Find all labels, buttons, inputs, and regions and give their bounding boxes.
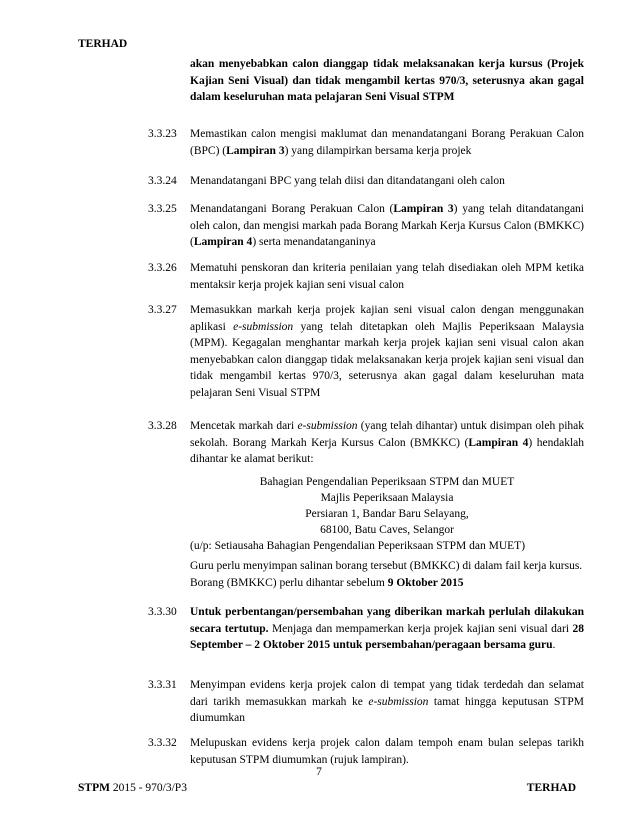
list-item bbox=[148, 677, 584, 727]
item-number: 3.3.23 bbox=[148, 128, 177, 140]
item-text: Menyimpan evidens kerja projek calon di tempat yang tidak terdedah dan selamat dari tarikh memasukkan markah ke e-submission tamat hingga keputusan STPM diumumkan bbox=[190, 679, 585, 724]
list-item bbox=[148, 126, 584, 159]
item-number: 3.3.24 bbox=[148, 175, 177, 187]
page-number: 7 bbox=[316, 766, 322, 778]
list-item bbox=[148, 418, 584, 468]
footer-left: STPM 2015 - 970/3/P3 bbox=[78, 782, 187, 794]
list-item bbox=[148, 735, 584, 768]
item-number: 3.3.26 bbox=[148, 262, 177, 274]
item-number: 3.3.30 bbox=[148, 606, 177, 618]
list-item bbox=[148, 260, 584, 293]
item-number: 3.3.28 bbox=[148, 420, 177, 432]
item-text: Menandatangani Borang Perakuan Calon (Lampiran 3) yang telah ditandatangani oleh calon, dan mengisi markah pada Borang Markah Kerja Kursus Calon (BMKKC) (Lampiran 4) serta menandatanganinya bbox=[190, 203, 584, 248]
address-line: Bahagian Pengendalian Peperiksaan STPM dan MUET bbox=[259, 476, 515, 488]
list-item bbox=[148, 201, 584, 251]
address-line: Majlis Peperiksaan Malaysia bbox=[320, 492, 454, 504]
item-text: Untuk perbentangan/persembahan yang diberikan markah perlulah dilakukan secara tertutup. Menjaga dan mempamerkan kerja projek kajian seni visual dari 28 September – 2 Oktober 2015 untuk persembahan/peragaan bersama guru. bbox=[190, 606, 584, 651]
item-number: 3.3.32 bbox=[148, 737, 177, 749]
item-text: Menandatangani BPC yang telah diisi dan ditandatangani oleh calon bbox=[190, 175, 505, 187]
item-text: Memastikan calon mengisi maklumat dan menandatangani Borang Perakuan Calon (BPC) (Lampiran 3) yang dilampirkan bersama kerja projek bbox=[190, 128, 584, 157]
list-item bbox=[148, 173, 584, 190]
footer-right: TERHAD bbox=[526, 782, 576, 794]
address-line: Persiaran 1, Bandar Baru Selayang, bbox=[305, 508, 469, 520]
list-item bbox=[148, 302, 584, 401]
item-text: Mencetak markah dari e-submission (yang telah dihantar) untuk disimpan oleh pihak sekolah. Borang Markah Kerja Kursus Calon (BMKKC) (Lampiran 4) hendaklah dihantar ke alamat berikut: bbox=[190, 420, 585, 465]
item-text: Mematuhi penskoran dan kriteria penilaian yang telah disediakan oleh MPM ketika mentaksir kerja projek kajian seni visual calon bbox=[190, 262, 584, 291]
address-attention: (u/p: Setiausaha Bahagian Pengendalian Peperiksaan STPM dan MUET) bbox=[190, 540, 526, 552]
header-classification: TERHAD bbox=[78, 38, 128, 50]
item-number: 3.3.31 bbox=[148, 679, 177, 691]
item-number: 3.3.25 bbox=[148, 203, 177, 215]
intro-paragraph: akan menyebabkan calon dianggap tidak melaksanakan kerja kursus (Projek Kajian Seni Visual) dan tidak mengambil kertas 970/3, seterusnya akan gagal dalam keseluruhan mata pelajaran Seni Visual STPM bbox=[190, 58, 584, 103]
list-item bbox=[148, 604, 584, 654]
item-number: 3.3.27 bbox=[148, 304, 177, 316]
guru-note: Guru perlu menyimpan salinan borang tersebut (BMKKC) di dalam fail kerja kursus. Borang (BMKKC) perlu dihantar sebelum 9 Oktober 2015 bbox=[190, 560, 583, 589]
mailing-address bbox=[190, 474, 584, 554]
item-text: Memasukkan markah kerja projek kajian seni visual calon dengan menggunakan aplikasi e-submission yang telah ditetapkan oleh Majlis Peperiksaan Malaysia (MPM). Kegagalan menghantar markah kerja projek kajian seni visual calon akan menyebabkan calon dianggap tidak melaksanakan kerja projek kajian seni visual dan tidak mengambil kertas 970/3, seterusnya akan gagal dalam keseluruhan mata pelajaran Seni Visual STPM bbox=[190, 304, 584, 399]
address-line: 68100, Batu Caves, Selangor bbox=[320, 524, 454, 536]
item-text: Melupuskan evidens kerja projek calon dalam tempoh enam bulan selepas tarikh keputusan STPM diumumkan (rujuk lampiran). bbox=[190, 737, 584, 766]
